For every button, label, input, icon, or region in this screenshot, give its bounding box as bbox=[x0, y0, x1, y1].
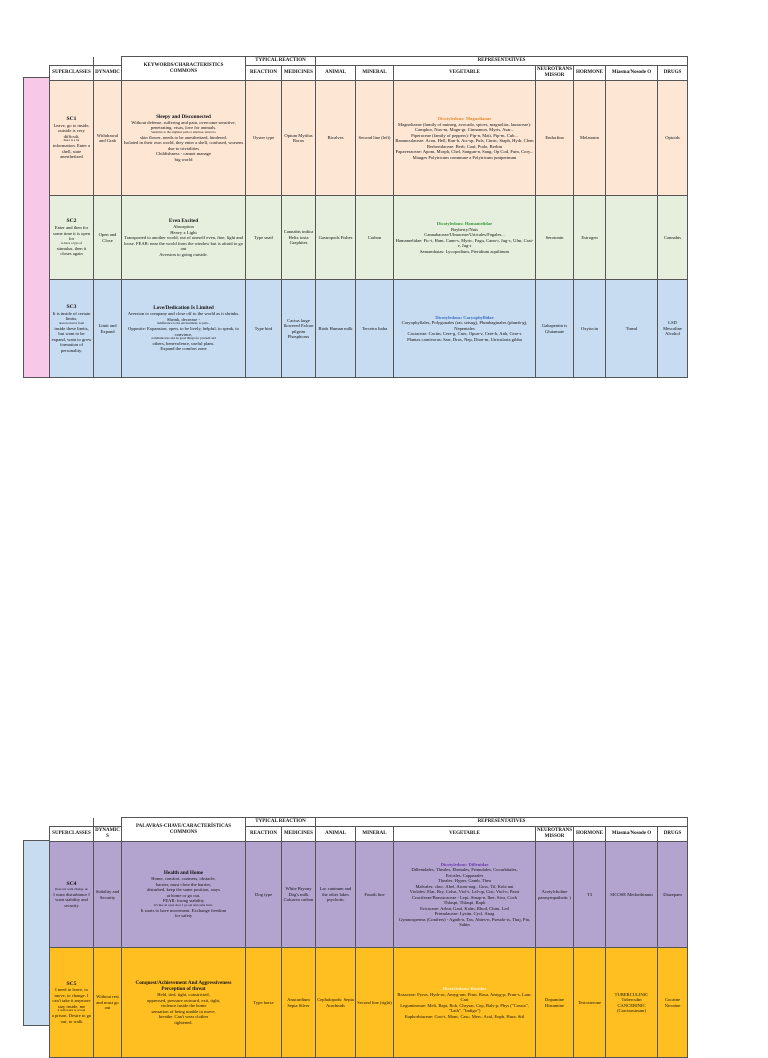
miasma-cell: TUBERCULINIC Tuberculin CANCERINIC (Carcinosinum) bbox=[606, 948, 658, 1058]
animal-cell: Cephalopods: Sepia Arachnids bbox=[316, 948, 356, 1058]
neurotransmissor-cell: Endorfina bbox=[536, 81, 574, 196]
reaction-cell: Dog type bbox=[246, 842, 282, 948]
mineral-cell: Second line (right) bbox=[356, 948, 394, 1058]
header-miasma-2: Miasma/Nosode O bbox=[606, 827, 658, 842]
mineral-cell: Second line (left) bbox=[356, 81, 394, 196]
vegetable-cell: Dicotyledons: Caryophyllidae Caryophyllales, Polygonales (rat, setsug), Plumbaginales (plumb-g), Nepentales Cactaceae: Cactin, Cere-g, Cuer, Opun-v, Cere-b, Anh, Cere-s Plantas carnívoras: Sarr, Dros, Nep, Dion-m, Utricularia gibba bbox=[394, 280, 536, 378]
keywords-cell: Even Excited Absorption Heavy x Light Transported to another world, out of oneself even, fine, light and loose. FEAR: near the world from the window but is afraid to go out Aversion to going outside. bbox=[122, 196, 246, 280]
table-row bbox=[50, 196, 688, 280]
medicines-cell: Opium Mytilus Borax bbox=[282, 81, 316, 196]
mineral-cell: Carbon bbox=[356, 196, 394, 280]
vegetable-cell: Dicotyledons: Dillenidae Dillenidales, Theales, Ebenales, Primulales, Cucurbitales, Ericales, Capparales Theales: Hyper, Gamb, Thea Malvales: choc, Abel, Arom-nag., Goss, Til, Kola nut Violales: Elat, Bry, Colus, Viol-t, Lal-op, Cist, Viol-o, Passi Cruciferae/Brassicaceae - Lepi, Sinap-n, Iber, Siva, Coch Thlaspi, Thlaspi, Raph Ericaceae: Arbut, Gaul, Kalm, Rhod, Chim, Led Primulaceae: Lysim, Cycl, Anag Gymnosperms (Conifers) - Agath-a, Tax, Abies-n, Pseudo-ts, Thuj, Pin, Sabin bbox=[394, 842, 536, 948]
miasma-cell bbox=[606, 196, 658, 280]
keywords-cell: Conquest/Achievement And Aggressiveness Perception of threat Held, tied, tight, constricted, oppressed, pressure outward, exit, tight, violence inside the home sensation of being unable to move, breathe. Can't wear clothes tightened. bbox=[122, 948, 246, 1058]
mineral-cell: Fourth line bbox=[356, 842, 394, 948]
drugs-cell: Diazepam bbox=[658, 842, 688, 948]
mineral-cell: Terceira linha bbox=[356, 280, 394, 378]
medicines-cell: Cactus large flowered Falcon pilgrim Phosphorus bbox=[282, 280, 316, 378]
hormone-cell: T3 bbox=[574, 842, 606, 948]
miasma-cell bbox=[606, 81, 658, 196]
animal-cell: Gastropods Fishes bbox=[316, 196, 356, 280]
keywords-cell: Sleepy and Disconnected Without defense, suffering and pain, overcome sensitive, penetrating, visas, love for animals. Sensitive to the slightest pain or emotion, unrest to skin flower, needs to be anesthetized, hindered. Isolated in their own world, they enter a shell, confused, worsens due to trivialities Childishness - cannot manage big world bbox=[122, 81, 246, 196]
neurotransmissor-cell: Dopamine Histamine bbox=[536, 948, 574, 1058]
vegetable-cell: Dicotyledons: Rosidae Rosaceae: Pyrus, Hydr-ac, Amyg-am, Prun, Rosa, Amyg-p, Prun-s, Laur, Crat Leguminosae: Meli, Bapt, Rob, Chrysar, Cop, Bals-p, Phys ("Cassia", "Lath", "Indigo") Euphorbiaceae: Crot-t, Manc, Casc, Merc, Acal, Euph, Hura, Stil bbox=[394, 948, 536, 1058]
hormone-cell: Estrogen bbox=[574, 196, 606, 280]
table-row bbox=[50, 280, 688, 378]
dynamic-cell: Open and Close bbox=[94, 196, 122, 280]
neurotransmissor-cell: Acetylcholine parasympathetic ) bbox=[536, 842, 574, 948]
header-representatives: REPRESENTATIVES bbox=[316, 57, 688, 66]
header-mineral: MINERAL bbox=[356, 66, 394, 81]
table-2 bbox=[49, 817, 687, 1058]
dynamic-cell: Without rest and must go out bbox=[94, 948, 122, 1058]
header-drugs-2: DRUGS bbox=[658, 827, 688, 842]
animal-cell: Lac caninum and the other lakes psychotic bbox=[316, 842, 356, 948]
header-dynamic: DYNAMIC bbox=[94, 66, 122, 81]
table-row bbox=[50, 948, 688, 1058]
header-vegetable-2: VEGETABLE bbox=[394, 827, 536, 842]
reaction-cell: Oyster type bbox=[246, 81, 282, 196]
header-animal: ANIMAL bbox=[316, 66, 356, 81]
hormone-cell: Melatonin bbox=[574, 81, 606, 196]
sidebar-strip-2 bbox=[23, 840, 50, 1026]
header-superclasses-2: SUPERCLASSES bbox=[50, 827, 94, 842]
keywords-cell: Health and Home Home, comfort, coziness, obstacle, barrier, must close the barrier, disturbed, keep the same position, stays at home or go out. FEAR: losing stability It's like an open door. I go out and come back. It starts to have movement. Exchange freedom for safety bbox=[122, 842, 246, 948]
header-drugs: DRUGS bbox=[658, 66, 688, 81]
superclass-cell: SC2 Enter and then for some time it is open for to have a type of stimulus, then it closes again bbox=[50, 196, 94, 280]
header-hormone-2: HORMONE bbox=[574, 827, 606, 842]
animal-cell: Bivalves bbox=[316, 81, 356, 196]
header-superclasses: SUPERCLASSES bbox=[50, 66, 94, 81]
superclass-cell: SC3 It is inside of certain limits, does not leave from inside these limits, but want to be expand, want to grow formation of personality. bbox=[50, 280, 94, 378]
sidebar-strip-1 bbox=[23, 77, 50, 378]
header-hormone: HORMONE bbox=[574, 66, 606, 81]
header-animal-2: ANIMAL bbox=[316, 827, 356, 842]
medicines-cell: Cannabis indica Helix tosta Graphites bbox=[282, 196, 316, 280]
header-medicines-2: MEDICINES bbox=[282, 827, 316, 842]
header-vegetable: VEGETABLE bbox=[394, 66, 536, 81]
superclass-cell: SC5 I need to leave, to move, to change. I can't take it anymore stay inside, me it suffocates to accept a prison. Desire to go out, to walk bbox=[50, 948, 94, 1058]
miasma-cell: SICOSE Medorrhinum bbox=[606, 842, 658, 948]
header-mineral-2: MINERAL bbox=[356, 827, 394, 842]
drugs-cell: Cocaine Nicotine bbox=[658, 948, 688, 1058]
animal-cell: Birds Human milk bbox=[316, 280, 356, 378]
dynamic-cell: Withdrawal and Grab bbox=[94, 81, 122, 196]
reaction-cell: Type snail bbox=[246, 196, 282, 280]
keywords-cell: Love/Dedication Is Limited Aversion to company and close off to the world as it shrinks. Shrink, decrease - indifference to the environment, to pain... Opposite: Expansion, open, to be lively, helpful, to speak, to convince, communicates and do good things for yourself and others, benevolence, useful plans. Expand the comfort zone bbox=[122, 280, 246, 378]
header-reaction-2: REACTION bbox=[246, 827, 282, 842]
medicines-cell: White Bryony Dog's milk Calcarea carbon bbox=[282, 842, 316, 948]
reaction-cell: Type bird bbox=[246, 280, 282, 378]
vegetable-cell: Dicotyledons: Magnolianae Magnoliaeae (family of nutmeg, avocado, spices, magnolias, lauraceae): Camphor, Nux-m, Magn-gr, Cinnamon, Myris, Asar... Piperaceae (family of peppers): Pip-n, Mati, Pip-m, Cub... Ranunculaceae: Acon, Hell, Ran-b, Act-sp, Puls, Cimic, Staph, Hydr, Clem Berberidaceae: Berb, Caul, Podo, Berbin Papaveraceae: Apom, Morph, Chel, Sangun-n, Sang, Op Cod, Fum, Cory... Mauges Polytricum commune a Polytricum juniperinum bbox=[394, 81, 536, 196]
miasma-cell: Tineal bbox=[606, 280, 658, 378]
header-miasma: Miasma/Nosode O bbox=[606, 66, 658, 81]
drugs-cell: Opioids bbox=[658, 81, 688, 196]
header-representatives-2: REPRESENTATIVES bbox=[316, 818, 688, 827]
reaction-cell: Type horse bbox=[246, 948, 282, 1058]
header-keywords: KEYWORDS/CHARACTERISTICS COMMONS bbox=[122, 57, 246, 81]
table-1 bbox=[49, 56, 687, 378]
neurotransmissor-cell: Serotonin bbox=[536, 196, 574, 280]
drugs-cell: LSD Mescaline Alcohol bbox=[658, 280, 688, 378]
dynamic-cell: Limit and Expand bbox=[94, 280, 122, 378]
superclass-cell: SC4 Does not want change, no I want disturbance I want stability and security bbox=[50, 842, 94, 948]
header-typical-reaction: TYPICAL REACTION bbox=[246, 57, 316, 66]
hormone-cell: Testosterone bbox=[574, 948, 606, 1058]
neurotransmissor-cell: Gabapentin is Glutamate bbox=[536, 280, 574, 378]
superclass-cell: SC1 Leave, go to inside, outside is very difficult, there is a lot information. Enter a shell, state anesthetized bbox=[50, 81, 94, 196]
hormone-cell: Oxytocin bbox=[574, 280, 606, 378]
drugs-cell: Cannabis bbox=[658, 196, 688, 280]
table-row bbox=[50, 81, 688, 196]
dynamic-cell: Stability and Security bbox=[94, 842, 122, 948]
header-dynamic-2: DYNAMICS bbox=[94, 827, 122, 842]
header-reaction: REACTION bbox=[246, 66, 282, 81]
header-typical-reaction-2: TYPICAL REACTION bbox=[246, 818, 316, 827]
header-keywords-2: PALAVRAS-CHAVE/CARACTERÍSTICAS COMMONS bbox=[122, 818, 246, 842]
medicines-cell: Anacardium Sepia Silver bbox=[282, 948, 316, 1058]
header-medicines: MEDICINES bbox=[282, 66, 316, 81]
header-neurotransmissor: NEUROTRANS MISSOR bbox=[536, 66, 574, 81]
vegetable-cell: Dicotyledons: Hamamelidae Bayberry/Nuts Cannabaceae/Ulmaceae/Urticales/Fagales... Hamamelidae: Fic-i, Ham, Cann-s, Myric, Fagu, Cann-i, Jug-c, Ulm, Cast-v, Jug-r Samambaias: Lycopodium, Pteridium aquilinum bbox=[394, 196, 536, 280]
header-neurotransmissor-2: NEUROTRANS MISSOR bbox=[536, 827, 574, 842]
table-row bbox=[50, 842, 688, 948]
